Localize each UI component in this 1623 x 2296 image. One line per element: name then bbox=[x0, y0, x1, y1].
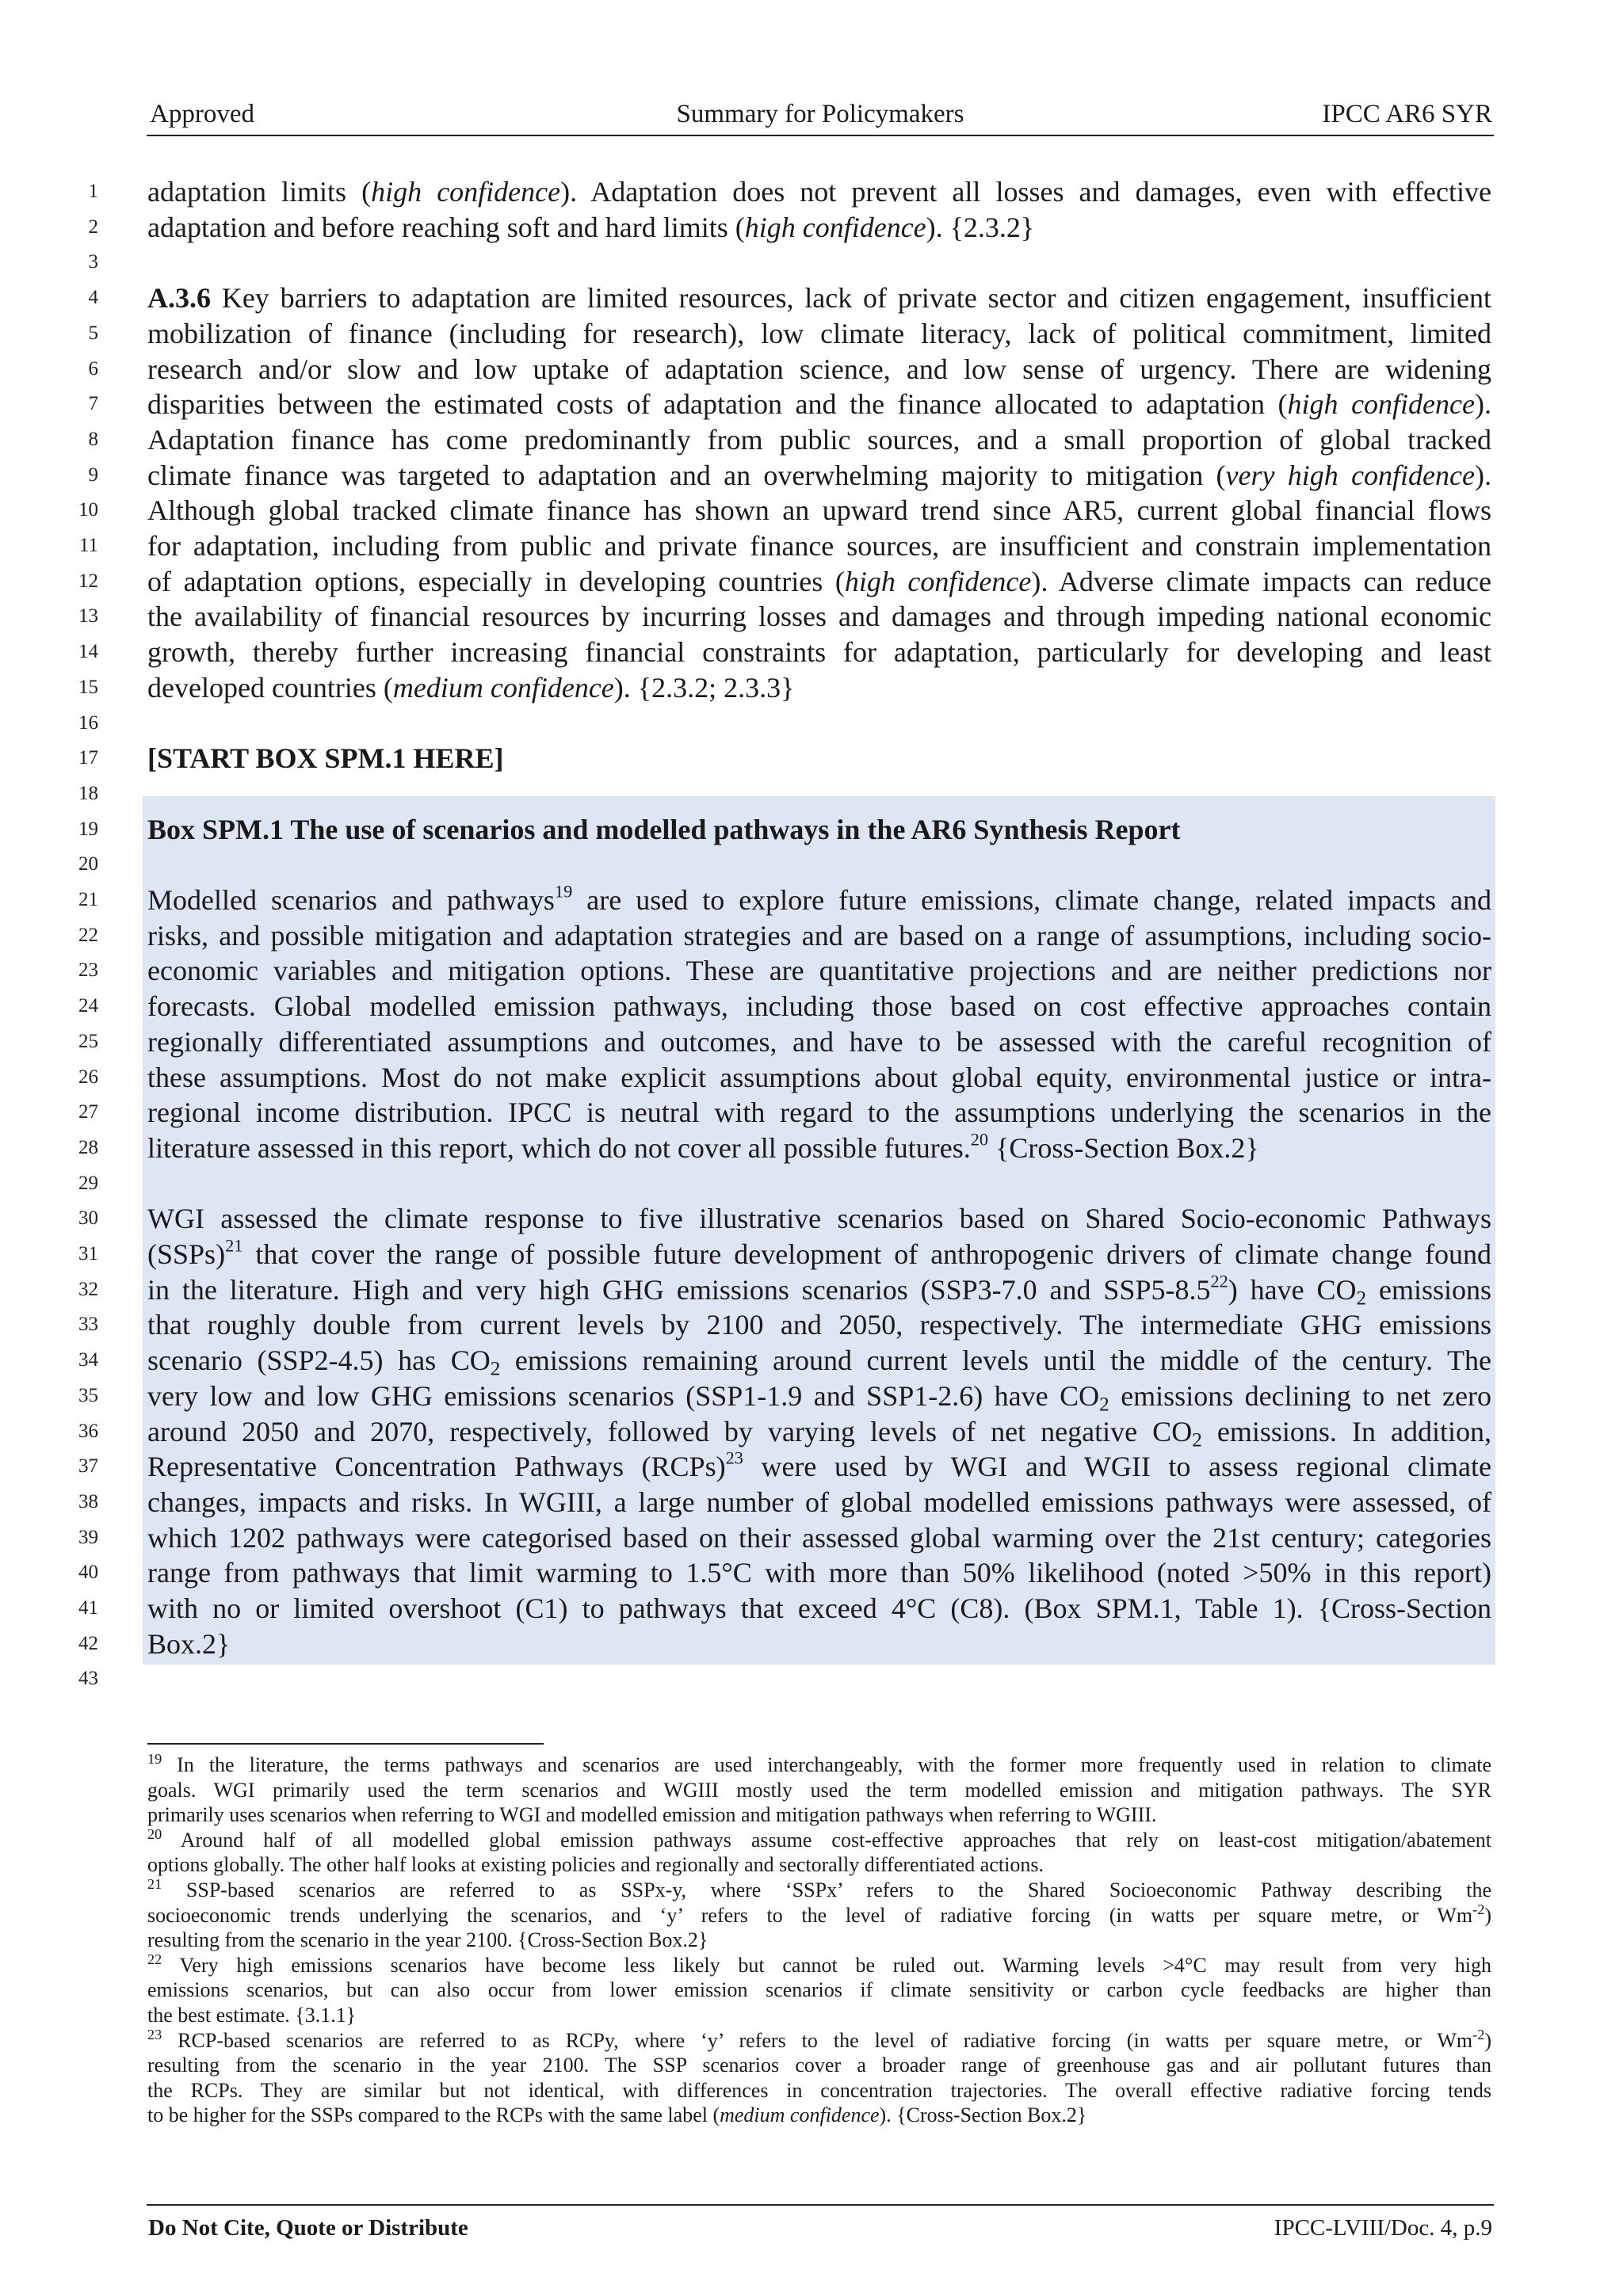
line-number: 42 bbox=[78, 1633, 98, 1654]
line-number: 1 bbox=[88, 181, 98, 202]
footnote-line bbox=[147, 2054, 1491, 2077]
text-line bbox=[147, 1520, 1491, 1555]
footnote-line bbox=[147, 1804, 1491, 1826]
text-line bbox=[147, 741, 1491, 776]
line-number: 14 bbox=[78, 641, 98, 662]
text-segment: for adaptation, including from public and private finance sources, are insufficient and constrain implementation bbox=[147, 530, 1491, 562]
text-segment: options globally. The other half looks at existing policies and regionally and sectorally differentiated actions. bbox=[147, 1853, 1044, 1876]
footnote-line bbox=[147, 1951, 1491, 1977]
text-line bbox=[147, 1307, 1491, 1342]
text-segment: (SSPs) bbox=[147, 1238, 226, 1270]
text-line bbox=[147, 989, 1491, 1024]
text-segment: ). Adaptation does not prevent all losses and damages, even with effective bbox=[560, 176, 1491, 208]
text-line bbox=[147, 883, 1491, 917]
line-number: 38 bbox=[78, 1491, 98, 1512]
text-segment: emissions declining to net zero bbox=[1109, 1380, 1491, 1412]
text-segment: 19 bbox=[554, 881, 573, 902]
header-status: Approved bbox=[150, 100, 254, 128]
line-number: 36 bbox=[78, 1421, 98, 1442]
line-number: 4 bbox=[88, 287, 98, 308]
line-number: 33 bbox=[78, 1314, 98, 1335]
text-line bbox=[147, 528, 1491, 563]
text-segment: 20 bbox=[147, 1826, 162, 1842]
footnote-line bbox=[147, 1876, 1491, 1901]
line-number: 20 bbox=[78, 853, 98, 875]
footnote-line bbox=[147, 2104, 1491, 2126]
text-segment: Adaptation finance has come predominantly from public sources, and a small proportion of global tracked bbox=[147, 424, 1491, 456]
line-number: 34 bbox=[78, 1349, 98, 1371]
text-segment: Key barriers to adaptation are limited resources, lack of private sector and citizen engagement, insufficient bbox=[211, 282, 1491, 314]
text-segment: ) bbox=[1484, 2029, 1491, 2052]
line-number: 12 bbox=[78, 570, 98, 592]
line-number: 17 bbox=[78, 747, 98, 769]
text-segment: ). {2.3.2; 2.3.3} bbox=[613, 672, 795, 704]
line-number: 9 bbox=[88, 464, 98, 486]
line-number: 6 bbox=[88, 358, 98, 379]
footnote-line bbox=[147, 1826, 1491, 1852]
header-title: Summary for Policymakers bbox=[676, 100, 964, 128]
text-segment: 21 bbox=[147, 1876, 162, 1892]
text-line bbox=[147, 1627, 1491, 1661]
text-segment: 22 bbox=[1210, 1271, 1228, 1291]
text-segment: emissions. In addition, bbox=[1201, 1416, 1491, 1447]
text-segment: Representative Concentration Pathways (RCPs) bbox=[147, 1451, 726, 1482]
text-segment: emissions scenarios, but can also occur from lower emission scenarios if climate sensitivity or carbon cycle feedbacks are higher than bbox=[147, 1978, 1491, 2001]
footnote-line bbox=[147, 1751, 1491, 1776]
text-line bbox=[147, 174, 1491, 209]
line-number: 3 bbox=[88, 251, 98, 273]
text-segment: primarily uses scenarios when referring to WGI and modelled emission and mitigation pathways when referring to WGIII. bbox=[147, 1803, 1157, 1826]
line-number: 7 bbox=[88, 393, 98, 414]
line-number: 29 bbox=[78, 1173, 98, 1194]
text-segment: 20 bbox=[970, 1129, 989, 1150]
text-segment: ). Adverse climate impacts can reduce bbox=[1031, 566, 1491, 597]
text-line bbox=[147, 1271, 1492, 1310]
text-segment: RCP-based scenarios are referred to as RCPy, where ‘y’ refers to the level of radiative forcing (in watts per square metre, or Wm bbox=[162, 2029, 1473, 2052]
text-segment: -2 bbox=[1472, 2027, 1485, 2042]
text-segment: ) have CO bbox=[1228, 1274, 1357, 1306]
text-segment: A.3.6 bbox=[147, 282, 211, 314]
text-segment: the best estimate. {3.1.1} bbox=[147, 2004, 357, 2027]
text-segment: 23 bbox=[147, 2027, 162, 2042]
line-number: 28 bbox=[78, 1137, 98, 1158]
text-segment: very high confidence bbox=[1225, 460, 1475, 491]
text-segment: medium confidence bbox=[392, 672, 614, 704]
text-segment: goals. WGI primarily used the term scenarios and WGIII mostly used the term modelled emission and mitigation pathways. The SYR bbox=[147, 1779, 1491, 1802]
line-number: 37 bbox=[78, 1455, 98, 1477]
text-segment: that roughly double from current levels by 2100 and 2050, respectively. The intermediate GHG emissions bbox=[147, 1309, 1491, 1341]
line-number: 22 bbox=[78, 925, 98, 946]
text-segment: forecasts. Global modelled emission pathways, including those based on cost effective approaches contain bbox=[147, 990, 1491, 1022]
text-line bbox=[147, 352, 1491, 387]
text-segment: are used to explore future emissions, climate change, related impacts and bbox=[572, 884, 1491, 916]
text-segment: {Cross-Section Box.2} bbox=[988, 1132, 1259, 1164]
text-line bbox=[147, 1555, 1491, 1590]
text-line bbox=[147, 564, 1491, 599]
text-segment: disparities between the estimated costs of adaptation and the finance allocated to adaptation ( bbox=[147, 388, 1288, 420]
text-segment: around 2050 and 2070, respectively, followed by varying levels of net negative CO bbox=[147, 1416, 1193, 1447]
line-number: 41 bbox=[78, 1597, 98, 1619]
text-segment: mobilization of finance (including for research), low climate literacy, lack of political commitment, limited bbox=[147, 318, 1491, 349]
text-line bbox=[147, 316, 1491, 351]
line-number: 43 bbox=[78, 1668, 98, 1689]
text-segment: high confidence bbox=[744, 212, 926, 243]
text-segment: resulting from the scenario in the year 2100. The SSP scenarios cover a broader range of greenhouse gas and air pollutant futures than bbox=[147, 2054, 1491, 2077]
line-number: 25 bbox=[78, 1031, 98, 1052]
text-segment: 23 bbox=[725, 1447, 743, 1468]
line-number: 27 bbox=[78, 1101, 98, 1123]
box-title bbox=[147, 812, 1491, 847]
text-segment: regional income distribution. IPCC is neutral with regard to the assumptions underlying the scenarios in the bbox=[147, 1097, 1491, 1128]
line-number: 21 bbox=[78, 889, 98, 910]
text-segment: 22 bbox=[147, 1951, 162, 1967]
text-segment: scenario (SSP2-4.5) has CO bbox=[147, 1344, 491, 1376]
text-line bbox=[147, 387, 1491, 421]
text-segment: 2 bbox=[1192, 1429, 1202, 1451]
text-line bbox=[147, 1343, 1491, 1378]
text-line bbox=[147, 1414, 1491, 1449]
text-line bbox=[147, 1095, 1491, 1130]
line-number: 24 bbox=[78, 995, 98, 1016]
text-line bbox=[147, 1379, 1491, 1416]
footnote-line bbox=[147, 1854, 1491, 1876]
text-segment: Modelled scenarios and pathways bbox=[147, 884, 555, 916]
text-segment: 21 bbox=[225, 1235, 243, 1256]
text-line bbox=[147, 1201, 1491, 1236]
footnote-separator bbox=[147, 1743, 544, 1745]
footnote-line bbox=[147, 1901, 1491, 1927]
text-segment: -2 bbox=[1472, 1901, 1485, 1917]
text-segment: economic variables and mitigation options. These are quantitative projections and are neither predictions nor bbox=[147, 955, 1491, 986]
text-line bbox=[147, 210, 1491, 245]
text-line bbox=[147, 953, 1491, 988]
text-segment: these assumptions. Most do not make explicit assumptions about global equity, environmental justice or intra- bbox=[147, 1062, 1491, 1093]
text-segment: 2 bbox=[490, 1358, 501, 1380]
text-segment: the RCPs. They are similar but not identical, with differences in concentration trajectories. The overall effective radiative forcing tends bbox=[147, 2079, 1491, 2102]
text-segment: Very high emissions scenarios have become less likely but cannot be ruled out. Warming levels >4°C may result from very high bbox=[162, 1954, 1491, 1977]
line-number: 19 bbox=[78, 818, 98, 840]
footnote-line bbox=[147, 1979, 1491, 2001]
footnote-line bbox=[147, 2027, 1491, 2052]
line-number: 39 bbox=[78, 1527, 98, 1548]
text-line bbox=[147, 670, 1491, 705]
text-line bbox=[147, 1237, 1491, 1272]
line-number: 16 bbox=[78, 712, 98, 734]
line-number: 2 bbox=[88, 216, 98, 238]
text-segment: ) bbox=[1484, 1904, 1491, 1927]
text-segment: SSP-based scenarios are referred to as SSPx-y, where ‘SSPx’ refers to the Shared Socioeconomic Pathway describing the bbox=[162, 1878, 1491, 1901]
text-line bbox=[147, 1131, 1491, 1165]
line-number: 30 bbox=[78, 1207, 98, 1229]
text-segment: emissions bbox=[1366, 1274, 1492, 1306]
footnote-line bbox=[147, 2004, 1491, 2027]
text-segment: ). {Cross-Section Box.2} bbox=[879, 2103, 1087, 2126]
text-line bbox=[147, 493, 1491, 528]
text-segment: the availability of financial resources by incurring losses and damages and through impeding national economic bbox=[147, 601, 1491, 632]
text-line bbox=[147, 599, 1491, 634]
text-segment: adaptation limits ( bbox=[147, 176, 372, 208]
text-segment: 19 bbox=[147, 1751, 162, 1767]
line-number: 31 bbox=[78, 1243, 98, 1264]
text-segment: In the literature, the terms pathways and scenarios are used interchangeably, with the former more frequently used in relation to climate bbox=[162, 1753, 1491, 1776]
line-number: 5 bbox=[88, 322, 98, 344]
text-segment: socioeconomic trends underlying the scenarios, and ‘y’ refers to the level of radiative forcing (in watts per square metre, or Wm bbox=[147, 1904, 1473, 1927]
text-segment: developed countries ( bbox=[147, 672, 393, 704]
text-segment: Box.2} bbox=[147, 1628, 231, 1660]
text-segment: Although global tracked climate finance has shown an upward trend since AR5, current global financial flows bbox=[147, 494, 1491, 526]
line-number: 40 bbox=[78, 1562, 98, 1583]
line-number: 8 bbox=[88, 429, 98, 450]
line-number: 15 bbox=[78, 677, 98, 698]
text-segment: 2 bbox=[1356, 1287, 1367, 1310]
footnote-line bbox=[147, 1929, 1491, 1951]
text-segment: medium confidence bbox=[720, 2103, 880, 2126]
text-line bbox=[147, 458, 1491, 493]
text-line bbox=[147, 280, 1491, 315]
text-line bbox=[147, 1060, 1491, 1095]
text-segment: range from pathways that limit warming to 1.5°C with more than 50% likelihood (noted >50% in this report) bbox=[147, 1557, 1491, 1589]
text-segment: literature assessed in this report, which do not cover all possible futures. bbox=[147, 1132, 971, 1164]
text-segment: risks, and possible mitigation and adaptation strategies and are based on a range of assumptions, including socio- bbox=[147, 920, 1491, 952]
text-segment: high confidence bbox=[844, 566, 1032, 597]
text-segment: ). bbox=[1475, 460, 1491, 491]
text-segment: emissions remaining around current levels until the middle of the century. The bbox=[500, 1344, 1491, 1376]
line-number: 13 bbox=[78, 605, 98, 627]
text-segment: that cover the range of possible future development of anthropogenic drivers of climate change found bbox=[242, 1238, 1491, 1270]
text-segment: Box SPM.1 The use of scenarios and modelled pathways in the AR6 Synthesis Report bbox=[147, 814, 1181, 845]
text-segment: resulting from the scenario in the year 2100. {Cross-Section Box.2} bbox=[147, 1928, 708, 1951]
text-segment: which 1202 pathways were categorised based on their assessed global warming over the 21st century; categories bbox=[147, 1522, 1491, 1554]
text-segment: high confidence bbox=[1287, 388, 1475, 420]
footer-notice: Do Not Cite, Quote or Distribute bbox=[148, 2215, 468, 2241]
text-segment: [START BOX SPM.1 HERE] bbox=[147, 742, 504, 774]
text-segment: with no or limited overshoot (C1) to pathways that exceed 4°C (C8). (Box SPM.1, Table 1). {Cross-Section bbox=[147, 1592, 1491, 1624]
text-line bbox=[147, 1449, 1491, 1484]
text-segment: ). {2.3.2} bbox=[926, 212, 1035, 243]
text-segment: research and/or slow and low uptake of adaptation science, and low sense of urgency. There are widening bbox=[147, 353, 1491, 385]
text-segment: Around half of all modelled global emission pathways assume cost-effective approaches that rely on least-cost mitigation/abatement bbox=[162, 1829, 1491, 1852]
text-segment: WGI assessed the climate response to five illustrative scenarios based on Shared Socio-economic Pathways bbox=[147, 1203, 1491, 1234]
footnote-line bbox=[147, 2080, 1491, 2102]
text-segment: climate finance was targeted to adaptation and an overwhelming majority to mitigation ( bbox=[147, 460, 1226, 491]
text-segment: of adaptation options, especially in developing countries ( bbox=[147, 566, 845, 597]
text-segment: changes, impacts and risks. In WGIII, a large number of global modelled emissions pathways were assessed, of bbox=[147, 1486, 1491, 1518]
text-segment: adaptation and before reaching soft and hard limits ( bbox=[147, 212, 745, 243]
text-segment: to be higher for the SSPs compared to the RCPs with the same label ( bbox=[147, 2103, 720, 2126]
text-segment: high confidence bbox=[371, 176, 561, 208]
line-number: 23 bbox=[78, 959, 98, 981]
page-footer bbox=[147, 2204, 1494, 2241]
text-line bbox=[147, 1591, 1491, 1626]
text-segment: were used by WGI and WGII to assess regional climate bbox=[743, 1451, 1491, 1482]
line-number: 11 bbox=[78, 535, 98, 556]
text-segment: ). bbox=[1475, 388, 1491, 420]
text-line bbox=[147, 1485, 1491, 1520]
line-number: 35 bbox=[78, 1385, 98, 1406]
line-number: 18 bbox=[78, 783, 98, 804]
footnote-line bbox=[147, 1779, 1491, 1802]
line-number: 10 bbox=[78, 499, 98, 521]
text-segment: 2 bbox=[1099, 1394, 1109, 1416]
text-segment: growth, thereby further increasing financial constraints for adaptation, particularly for developing and least bbox=[147, 636, 1491, 668]
line-number: 32 bbox=[78, 1279, 98, 1300]
text-line bbox=[147, 422, 1491, 457]
text-segment: in the literature. High and very high GHG emissions scenarios (SSP3-7.0 and SSP5-8.5 bbox=[147, 1274, 1211, 1306]
text-line bbox=[147, 1024, 1491, 1059]
line-number: 26 bbox=[78, 1066, 98, 1088]
text-line bbox=[147, 918, 1491, 953]
page-header bbox=[147, 95, 1494, 136]
text-segment: regionally differentiated assumptions and outcomes, and have to be assessed with the careful recognition of bbox=[147, 1026, 1491, 1058]
header-report: IPCC AR6 SYR bbox=[1322, 100, 1492, 128]
text-segment: very low and low GHG emissions scenarios (SSP1-1.9 and SSP1-2.6) have CO bbox=[147, 1380, 1100, 1412]
footer-doc-ref: IPCC-LVIII/Doc. 4, p.9 bbox=[1274, 2215, 1492, 2241]
text-line bbox=[147, 635, 1491, 669]
